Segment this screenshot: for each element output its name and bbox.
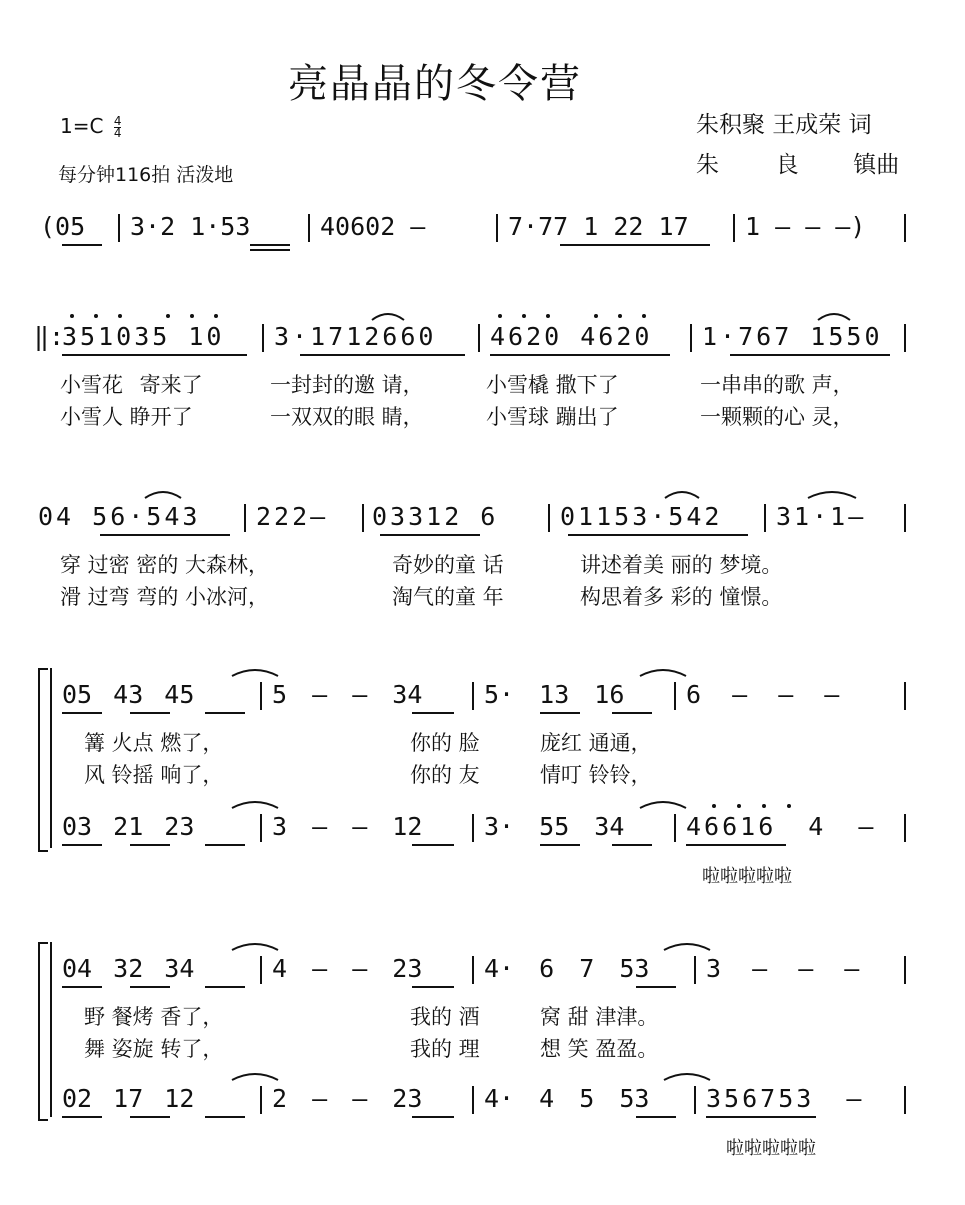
lyric-line: 小雪球 蹦出了 [486, 405, 619, 429]
chorus-measure: 4 – – 23 [272, 954, 423, 983]
chorus-lower-measure: 356753 – [706, 1084, 865, 1113]
barline [118, 214, 120, 242]
song-title: 亮晶晶的冬令营 [288, 61, 582, 107]
chorus-lower-measure: 03 21 23 [62, 812, 195, 841]
composer-credit: 朱 良 镇曲 [696, 152, 900, 178]
octave-dot [118, 314, 122, 318]
key-label: 1=C [60, 114, 104, 138]
lyric-line: 一串串的歌 声， [700, 373, 854, 397]
chorus-measure: 04 32 34 [62, 954, 195, 983]
repeat-start: ‖: [34, 322, 65, 351]
lyric-line: 穿 过密 密的 大森林， [60, 553, 270, 577]
chorus-measure: 5 – – 34 [272, 680, 423, 709]
lyric-line: 情叮 铃铃， [540, 763, 652, 787]
chorus-measure: 6 – – – [686, 680, 840, 709]
intro-measure: 40602 – [320, 212, 426, 241]
chorus-lower-measure: 3· 55 34 [484, 812, 625, 841]
verse-measure: 31·1– [776, 502, 867, 531]
octave-dot [618, 314, 622, 318]
intro-measure: 7·77 1 22 17 [508, 212, 689, 241]
lyricist-credit: 朱积聚 王成荣 词 [696, 112, 872, 138]
verse-measure: 3·1712660 [274, 322, 437, 351]
octave-dot [642, 314, 646, 318]
lyric-line: 淘气的童 年 [392, 585, 504, 609]
underline [560, 244, 710, 246]
chorus-lower-measure: 4· 4 5 53 [484, 1084, 650, 1113]
verse-measure: 351035 10 [62, 322, 225, 351]
tempo-marking: 每分钟116拍 活泼地 [58, 164, 234, 186]
lyric-line: 一双双的眼 睛， [270, 405, 424, 429]
octave-dot [214, 314, 218, 318]
chorus-lower-measure: 2 – – 23 [272, 1084, 423, 1113]
verse-measure: 03312 6 [372, 502, 499, 531]
verse-measure: 01153·542 [560, 502, 723, 531]
barline [733, 214, 735, 242]
lyric-line: 庞红 通通， [540, 731, 652, 755]
underline [250, 244, 290, 246]
key-signature [60, 114, 121, 139]
lyric-line: 想 笑 盈盈。 [540, 1037, 659, 1061]
lyric-line: 我的 理 [410, 1037, 480, 1061]
lyric-line: 滑 过弯 弯的 小冰河， [60, 585, 270, 609]
chorus-lower-measure: 3 – – 12 [272, 812, 423, 841]
lyric-line: 你的 脸 [410, 731, 480, 755]
lyric-line: 舞 姿旋 转了， [84, 1037, 224, 1061]
lyric-line: 风 铃摇 响了， [84, 763, 224, 787]
barline [308, 214, 310, 242]
barline [904, 214, 906, 242]
la-lyric: 啦啦啦啦啦 [702, 866, 792, 887]
lyric-line: 窝 甜 津津。 [540, 1005, 659, 1029]
chorus-measure: 4· 6 7 53 [484, 954, 650, 983]
barline [496, 214, 498, 242]
underline [62, 244, 102, 246]
verse-measure: 04 56·543 [38, 502, 201, 531]
lyric-line: 讲述着美 丽的 梦境。 [580, 553, 783, 577]
chorus-measure: 3 – – – [706, 954, 860, 983]
octave-dot [498, 314, 502, 318]
octave-dot [94, 314, 98, 318]
octave-dot [166, 314, 170, 318]
chorus-lower-measure: 46616 4 – [686, 812, 877, 841]
intro-measure: 3·2 1·53 [130, 212, 251, 241]
chorus-measure: 05 43 45 [62, 680, 195, 709]
lyric-line: 篝 火点 燃了， [84, 731, 224, 755]
lyric-line: 野 餐烤 香了， [84, 1005, 224, 1029]
lyric-line: 小雪人 睁开了 [60, 405, 193, 429]
verse-measure: 4620 4620 [490, 322, 653, 351]
octave-dot [594, 314, 598, 318]
octave-dot [522, 314, 526, 318]
octave-dot [546, 314, 550, 318]
tie-marks [0, 680, 965, 880]
octave-dot [190, 314, 194, 318]
underline [250, 249, 290, 251]
verse-measure: 222– [256, 502, 329, 531]
chorus-lower-measure: 02 17 12 [62, 1084, 195, 1113]
lyric-line: 构思着多 彩的 憧憬。 [580, 585, 783, 609]
lyric-line: 小雪花 寄来了 [60, 373, 203, 397]
lyric-line: 一颗颗的心 灵， [700, 405, 854, 429]
lyric-line: 我的 酒 [410, 1005, 480, 1029]
la-lyric: 啦啦啦啦啦 [726, 1138, 816, 1159]
lyric-line: 小雪橇 撒下了 [486, 373, 619, 397]
octave-dot [70, 314, 74, 318]
lyric-line: 你的 友 [410, 763, 480, 787]
tie-marks [0, 954, 965, 1154]
lyric-line: 奇妙的童 话 [392, 553, 504, 577]
intro-notes: (05 [40, 212, 86, 241]
intro-measure: 1 – – –) [745, 212, 866, 241]
verse-measure: 1·767 1550 [702, 322, 883, 351]
time-signature: $\frac{4}{4}$ [113, 114, 122, 140]
chorus-measure: 5· 13 16 [484, 680, 625, 709]
lyric-line: 一封封的邀 请， [270, 373, 424, 397]
